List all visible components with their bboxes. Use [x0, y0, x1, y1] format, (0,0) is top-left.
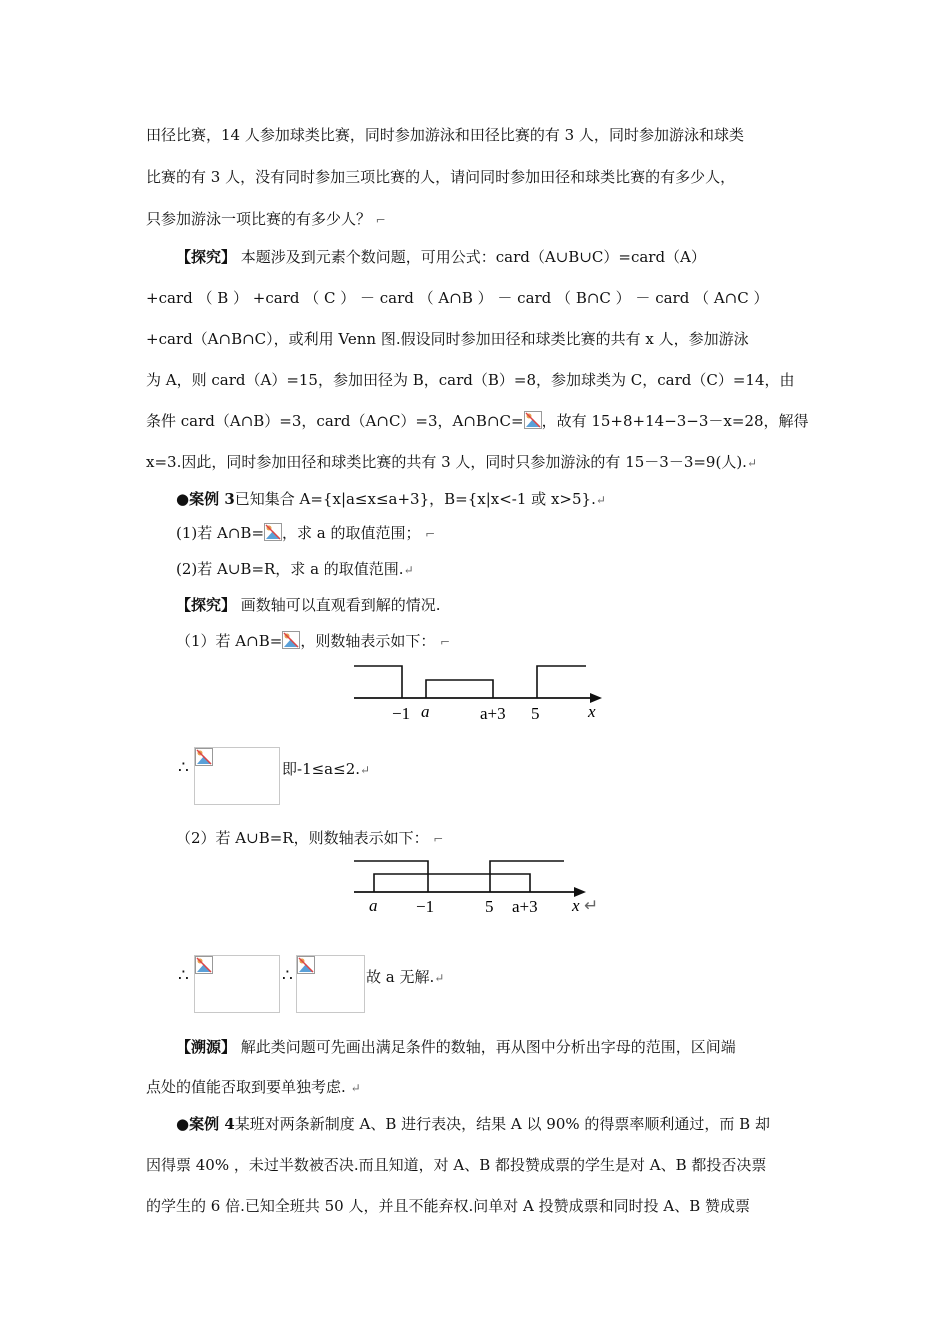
paragraph-line: 田径比赛，14 人参加球类比赛，同时参加游泳和田径比赛的有 3 人，同时参加游泳和球类	[146, 126, 744, 144]
case3-question-2: (2)若 A∪B=R，求 a 的取值范围.↵	[176, 560, 414, 578]
explore2-step-2: （2）若 A∪B=R，则数轴表示如下： ⌐	[176, 829, 444, 847]
tick-label: a+3	[512, 897, 538, 916]
formula-image-placeholder	[194, 747, 280, 805]
tick-label: a	[421, 702, 430, 721]
tick-label: 5	[531, 704, 540, 723]
tick-label: −1	[392, 704, 411, 723]
paragraph-line: 比赛的有 3 人，没有同时参加三项比赛的人，请问同时参加田径和球类比赛的有多少人，	[146, 168, 736, 186]
paragraph-line: 为 A，则 card（A）=15，参加田径为 B，card（B）=8，参加球类为 C，card（C）=14，由	[146, 371, 795, 389]
number-line-1	[350, 660, 610, 724]
paragraph-line: 只参加游泳一项比赛的有多少人？ ⌐	[146, 210, 386, 228]
tick-label: a	[369, 896, 378, 915]
broken-image-icon	[282, 631, 300, 649]
paragraph-line: x=3.因此，同时参加田径和球类比赛的共有 3 人，同时只参加游泳的有 15－3－3=9(人).↵	[146, 453, 758, 471]
therefore-symbol: ∴	[282, 966, 293, 986]
paragraph-line: 的学生的 6 倍.已知全班共 50 人，并且不能弃权.问单对 A 投赞成票和同时投 A、B 赞成票	[146, 1197, 751, 1215]
explore2-step-1: （1）若 A∩B= ，则数轴表示如下： ⌐	[176, 632, 451, 650]
paragraph-line: +card（A∩B∩C），或利用 Venn 图.假设同时参加田径和球类比赛的共有 x 人，参加游泳	[146, 330, 749, 348]
paragraph-line: 因得票 40% ，未过半数被否决.而且知道，对 A、B 都投赞成票的学生是对 A、B 都投否决票	[146, 1156, 767, 1174]
paragraph-line: +card （ B ） +card （ C ） － card （ A∩B ） － card （ B∩C ） － card （ A∩C ）	[146, 289, 769, 307]
result-1: 即-1≤a≤2.↵	[282, 760, 371, 778]
broken-image-icon	[195, 956, 213, 974]
explore2-heading: 【探究】 画数轴可以直观看到解的情况.	[176, 596, 441, 614]
case3-heading: ●案例 3已知集合 A={x|a≤x≤a+3}，B={x|x<-1 或 x>5}.↵	[176, 490, 606, 508]
case4-heading: ●案例 4某班对两条新制度 A、B 进行表决，结果 A 以 90% 的得票率顺利通过，而 B 却	[176, 1115, 770, 1133]
paragraph-mark: ⌐	[375, 213, 386, 227]
axis-label: x	[572, 896, 580, 915]
result-2: 故 a 无解.↵	[366, 968, 445, 986]
explore-heading: 【探究】 本题涉及到元素个数问题，可用公式：card（A∪B∪C）=card（A）	[176, 248, 706, 266]
tick-label: a+3	[480, 704, 506, 723]
broken-image-icon	[264, 523, 282, 541]
broken-image-icon	[524, 411, 542, 429]
broken-image-icon	[195, 748, 213, 766]
formula-image-placeholder	[194, 955, 280, 1013]
tick-label: 5	[485, 897, 494, 916]
tick-label: −1	[416, 897, 435, 916]
paragraph-mark: ↵	[584, 896, 599, 915]
axis-label: x	[588, 702, 596, 721]
case3-question-1: (1)若 A∩B= ，求 a 的取值范围； ⌐	[176, 524, 436, 542]
therefore-symbol: ∴	[178, 966, 189, 986]
source-heading: 【溯源】 解此类问题可先画出满足条件的数轴，再从图中分析出字母的范围，区间端	[176, 1038, 736, 1056]
formula-image-placeholder	[296, 955, 365, 1013]
number-line-2	[350, 855, 610, 919]
paragraph-line: 条件 card（A∩B）=3，card（A∩C）=3，A∩B∩C= ，故有 15+8+14−3−3－x=28，解得	[146, 412, 809, 430]
therefore-symbol: ∴	[178, 758, 189, 778]
broken-image-icon	[297, 956, 315, 974]
paragraph-line: 点处的值能否取到要单独考虑. ↵	[146, 1078, 361, 1096]
